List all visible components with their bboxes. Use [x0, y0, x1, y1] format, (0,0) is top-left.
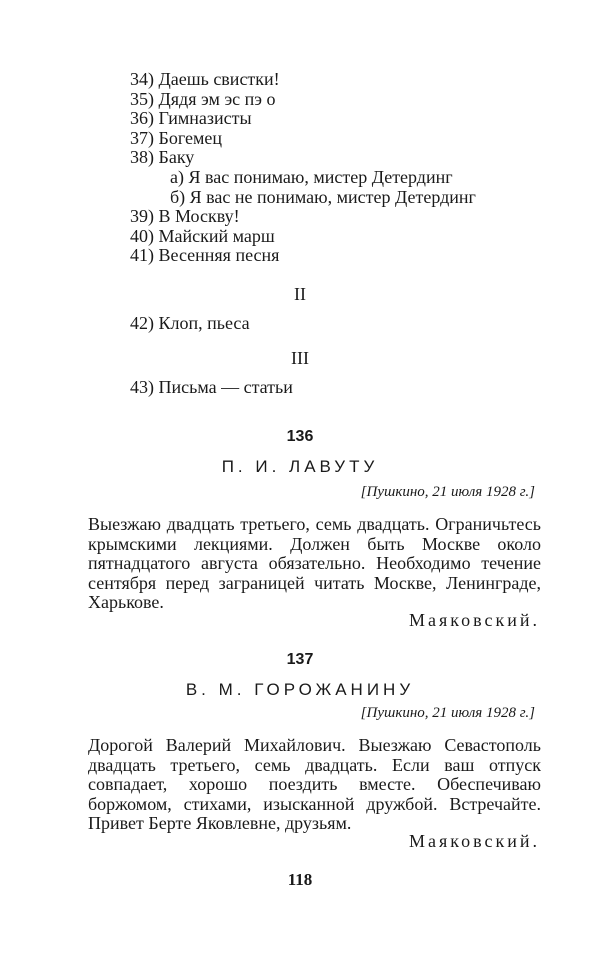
- letter-text: [88, 736, 541, 834]
- list-item: 42) Клоп, пьеса: [130, 313, 250, 333]
- letter-signature: Маяковский.: [409, 831, 540, 851]
- list-sub-item: б) Я вас не понимаю, мистер Детердинг: [170, 186, 476, 207]
- letter-date: [Пушкино, 21 июля 1928 г.]: [360, 484, 535, 500]
- list-item: 40) Майский марш: [130, 225, 275, 246]
- letter-date: [Пушкино, 21 июля 1928 г.]: [360, 705, 535, 721]
- list-item: 35) Дядя эм эс пэ о: [130, 88, 276, 109]
- contents-list: [130, 70, 476, 266]
- list-item: 43) Письма — статьи: [130, 377, 293, 397]
- list-item: 39) В Москву!: [130, 206, 240, 227]
- letter-heading: В. М. ГОРОЖАНИНУ: [185, 680, 415, 699]
- list-item: 38) Баку: [130, 147, 195, 168]
- letter-heading: П. И. ЛАВУТУ: [221, 457, 379, 476]
- letter-paragraph: Дорогой Валерий Михайлович. Выезжаю Севастополь двадцать третьего, семь двадцать. Если ваш отпуск совпадает, хорошо поездить вместе. Обеспечиваю боржомом, стихами, изысканной дружбой. Встречайте. Привет Берте Яковлевне, друзьям.: [88, 735, 541, 834]
- section-roman-numeral: III: [291, 348, 309, 368]
- letter-paragraph: Выезжаю двадцать третьего, семь двадцать. Ограничьтесь крымскими лекциями. Должен быть Москве около пятнадцатого августа обязательно. Необходимо течение сентября перед заграницей читать Москве, Ленинграде, Харькове.: [88, 514, 541, 613]
- section-roman-numeral: II: [294, 284, 306, 304]
- letter-number: 136: [286, 428, 314, 445]
- letter-number: 137: [286, 651, 314, 668]
- list-item: 37) Богемец: [130, 127, 222, 148]
- list-sub-item: а) Я вас понимаю, мистер Детердинг: [170, 166, 453, 187]
- page-number: 118: [287, 870, 313, 889]
- list-item: 41) Весенняя песня: [130, 245, 280, 266]
- list-item: 34) Даешь свистки!: [130, 69, 280, 89]
- letter-signature: Маяковский.: [409, 610, 540, 630]
- letter-text: [88, 515, 541, 613]
- list-item: 36) Гимназисты: [130, 108, 252, 129]
